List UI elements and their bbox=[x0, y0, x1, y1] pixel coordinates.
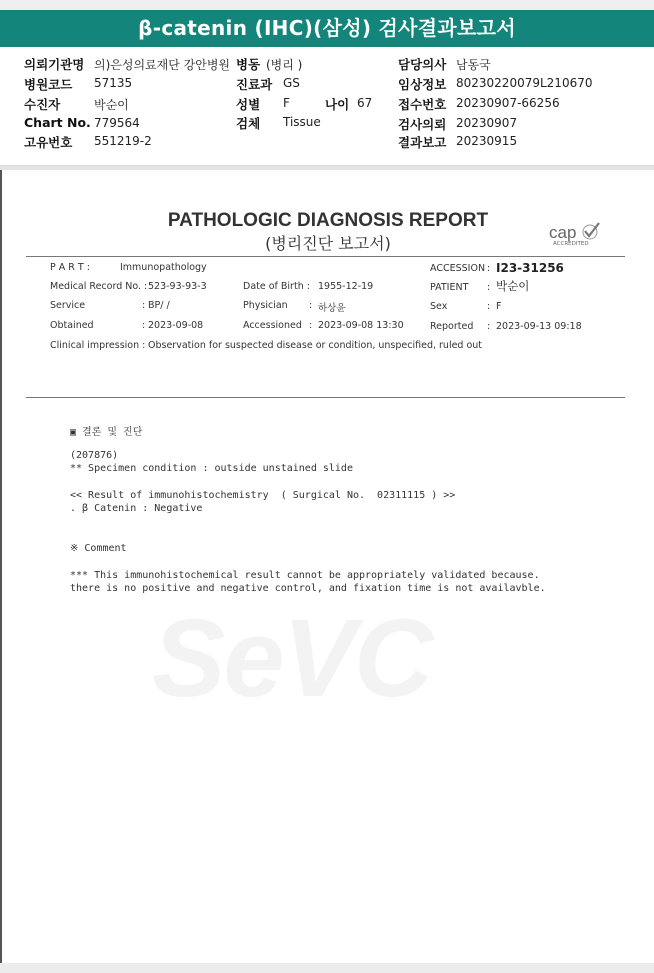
doctor-value: 남동국 bbox=[456, 58, 491, 72]
watermark-logo: SeVC bbox=[152, 597, 432, 720]
sex-label: Sex bbox=[430, 301, 448, 312]
specimen-condition: ** Specimen condition : outside unstained slide bbox=[70, 463, 353, 474]
part-label: P A R T : bbox=[50, 262, 90, 273]
service-value: BP/ / bbox=[148, 300, 170, 311]
patient-colon: : bbox=[487, 282, 491, 293]
comment-line-2: there is no positive and negative control, and fixation time is not availavble. bbox=[70, 583, 546, 594]
reception-no-value: 20230907-66256 bbox=[456, 96, 560, 110]
hospital-value: 의)은성의료재단 강안병원 bbox=[94, 58, 231, 72]
accessioned-colon: : bbox=[309, 320, 313, 331]
clinical-impression-value: Observation for suspected disease or condition, unspecified, ruled out bbox=[148, 340, 483, 351]
hospital-code-label: 병원코드 bbox=[24, 77, 73, 92]
pathology-report-page bbox=[0, 170, 654, 963]
department-value: GS bbox=[283, 76, 300, 90]
page-bottom-margin bbox=[0, 963, 654, 973]
reported-colon: : bbox=[487, 321, 491, 332]
hospital-code-value: 57135 bbox=[94, 76, 133, 90]
reported-value: 2023-09-13 09:18 bbox=[496, 321, 582, 332]
sex-value: F bbox=[283, 96, 290, 110]
mrn-value: 523-93-93-3 bbox=[148, 281, 207, 292]
doctor-label: 담당의사 bbox=[398, 57, 447, 72]
request-info-panel bbox=[0, 47, 654, 166]
comment-title: ※ Comment bbox=[70, 543, 127, 554]
report-header-title: β-catenin (IHC)(삼성) 검사결과보고서 bbox=[0, 10, 654, 47]
age-value: 67 bbox=[357, 96, 373, 110]
chart-no-label: Chart No. bbox=[24, 115, 91, 130]
patient-value: 박순이 bbox=[94, 98, 129, 112]
report-subtitle: (병리진단 보고서) bbox=[265, 234, 391, 253]
obtained-value: 2023-09-08 bbox=[148, 320, 204, 331]
cap-logo-text: cap bbox=[549, 223, 577, 242]
specimen-value: Tissue bbox=[283, 115, 321, 129]
cap-accredited-text: ACCREDITED bbox=[553, 241, 589, 247]
accessioned-label: Accessioned bbox=[243, 320, 302, 331]
ward-value: (병리 ) bbox=[266, 58, 303, 72]
header-rule-bottom bbox=[26, 397, 625, 398]
service-colon: : bbox=[142, 300, 146, 311]
physician-label: Physician bbox=[243, 300, 288, 311]
dob-label: Date of Birth : bbox=[243, 281, 310, 292]
comment-line-1: *** This immunohistochemical result cannot be appropriately validated because. bbox=[70, 570, 540, 581]
conclusion-section-title: ▣ 결론 및 진단 bbox=[70, 427, 143, 438]
chart-no-value: 779564 bbox=[94, 116, 140, 130]
request-date-value: 20230907 bbox=[456, 116, 518, 130]
service-label: Service bbox=[50, 300, 86, 311]
obtained-label: Obtained bbox=[50, 320, 94, 331]
report-title: PATHOLOGIC DIAGNOSIS REPORT bbox=[167, 210, 489, 231]
hospital-label: 의뢰기관명 bbox=[24, 57, 85, 72]
sex-label: 성별 bbox=[236, 97, 261, 112]
ihc-result-heading: << Result of immunohistochemistry ( Surgical No. 02311115 ) >> bbox=[70, 490, 456, 501]
ward-label: 병동 bbox=[236, 57, 261, 72]
patient-label: PATIENT bbox=[430, 282, 469, 293]
dob-value: 1955-12-19 bbox=[318, 281, 374, 292]
request-date-label: 검사의뢰 bbox=[398, 117, 447, 132]
accession-label: ACCESSION bbox=[430, 263, 486, 274]
physician-value: 하상윤 bbox=[318, 303, 346, 314]
clinical-impression-label: Clinical impression : bbox=[50, 340, 146, 351]
specimen-label: 검체 bbox=[236, 116, 261, 131]
beta-catenin-result: . β Catenin : Negative bbox=[70, 503, 203, 514]
sex-value: F bbox=[496, 301, 502, 312]
result-date-label: 결과보고 bbox=[398, 135, 447, 150]
mrn-label: Medical Record No. : bbox=[50, 281, 148, 292]
accession-colon: : bbox=[487, 263, 491, 274]
sex-colon: : bbox=[487, 301, 491, 312]
unique-id-value: 551219-2 bbox=[94, 134, 152, 148]
result-date-value: 20230915 bbox=[456, 134, 518, 148]
age-label: 나이 bbox=[325, 97, 350, 112]
accession-value: I23-31256 bbox=[496, 261, 564, 275]
clinical-info-value: 80230220079L210670 bbox=[456, 76, 593, 90]
header-rule-top bbox=[26, 256, 625, 257]
obtained-colon: : bbox=[142, 320, 146, 331]
clinical-info-label: 임상정보 bbox=[398, 77, 447, 92]
cap-accredited-logo bbox=[547, 222, 607, 252]
case-number: (207876) bbox=[70, 450, 119, 461]
department-label: 진료과 bbox=[236, 77, 273, 92]
unique-id-label: 고유번호 bbox=[24, 135, 73, 150]
reception-no-label: 접수번호 bbox=[398, 97, 447, 112]
part-value: Immunopathology bbox=[120, 262, 207, 273]
patient-label: 수진자 bbox=[24, 97, 61, 112]
reported-label: Reported bbox=[430, 321, 474, 332]
physician-colon: : bbox=[309, 300, 313, 311]
patient-name-value: 박순이 bbox=[496, 279, 530, 293]
accessioned-value: 2023-09-08 13:30 bbox=[318, 320, 404, 331]
cap-checkmark-icon bbox=[580, 220, 602, 242]
